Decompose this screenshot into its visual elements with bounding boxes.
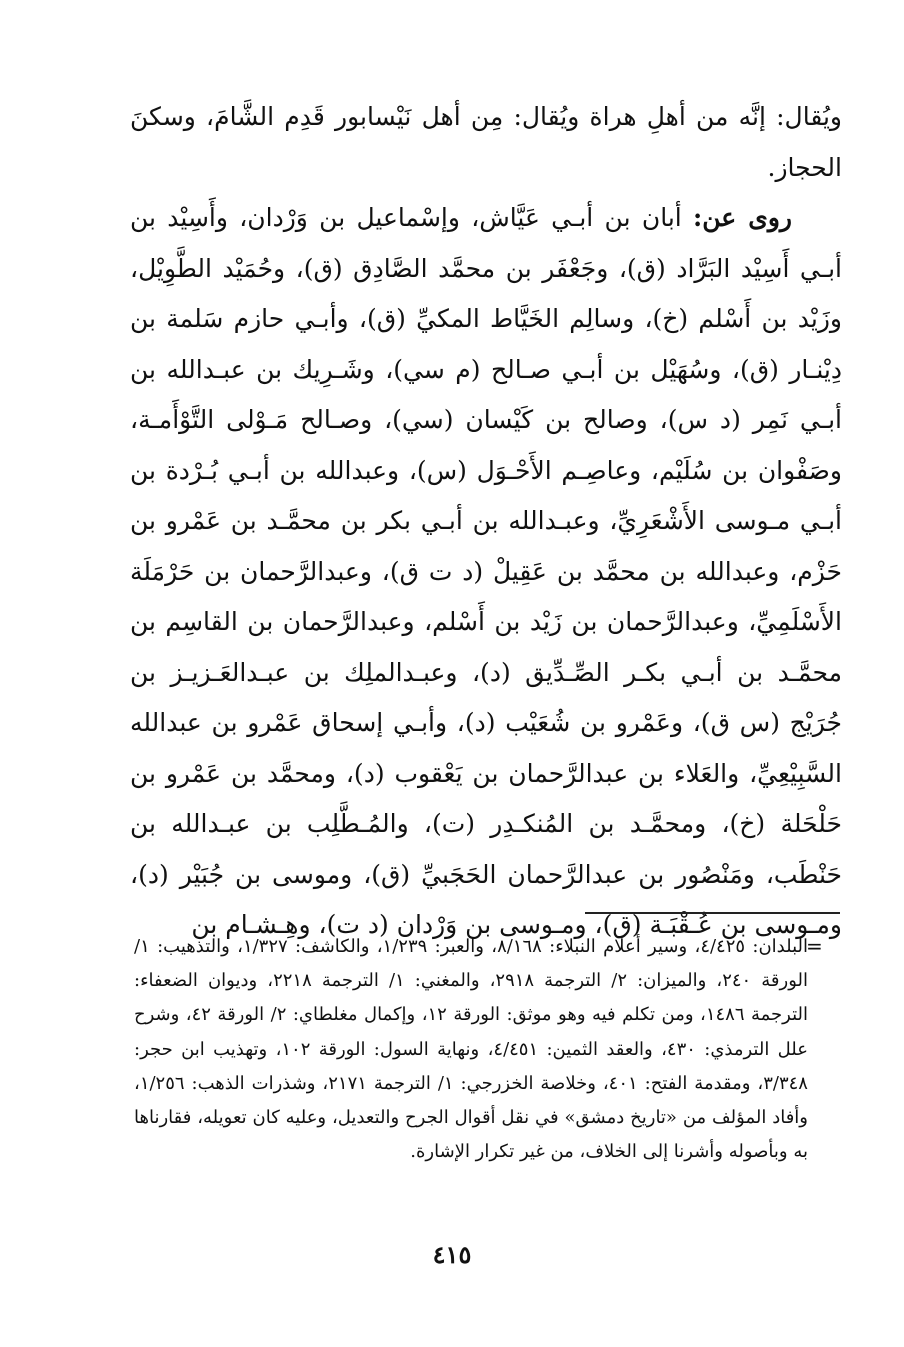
footnote-separator: [585, 912, 840, 914]
footnote-text: البلدان: ٤/٤٢٥، وسير أعلام النبلاء: ٨/١٦٨، والعبر: ١/٢٣٩، والكاشف: ١/٣٢٧، والتذهيب: ١/ الورقة ٢٤٠، والميزان: ٢/ الترجمة ٢٩١٨، والمغني: ١/ الترجمة ٢٢١٨، وديوان الضعفاء: الترجمة ١٤٨٦، ومن تكلم فيه وهو موثق: الورقة ١٢، وإكمال مغلطاي: ٢/ الورقة ٤٢، وشرح علل الترمذي: ٤٣٠، والعقد الثمين: ٤/٤٥١، ونهاية السول: الورقة ١٠٢، وتهذيب ابن حجر: ٣/٣٤٨، ومقدمة الفتح: ٤٠١، وخلاصة الخزرجي: ١/ الترجمة ٢١٧١، وشذرات الذهب: ١/٢٥٦، وأفاد المؤلف من «تاريخ دمشق» في نقل أقوال الجرح والتعديل، وعليه كان تعويله، فقارناها به وبأصوله وأشرنا إلى الخلاف، من غير تكرار الإشارة.: [134, 936, 809, 1163]
narrated-from-list: أبان بن أبـي عَيَّاش، وإسْماعيل بن وَرْدان، وأَسِيْد بن أبـي أَسِيْد البَرَّاد (ق)، وجَعْفَر بن محمَّد الصَّادِق (ق)، وحُمَيْد الطَّوِيْل، وزَيْد بن أَسْلم (خ)، وسالِم الخَيَّاط المكيِّ (ق)، وأبـي حازم سَلمة بن دِيْنـار (ق)، وسُهَيْل بن أبـي صـالح (م سي)، وشَـرِيك بن عبـدالله بن أبـي نَمِر (د س)، وصالح بن كَيْسان (سي)، وصـالح مَـوْلى التَّوْأَمـة، وصَفْوان بن سُلَيْم، وعاصِـم الأَحْـوَل (س)، وعبدالله بن أبـي بُـرْدة بن أبـي مـوسى الأَشْعَرِيِّ، وعبـدالله بن أبـي بكر بن محمَّـد بن عَمْرو بن حَزْم، وعبدالله بن محمَّد بن عَقِيلْ (د ت ق)، وعبدالرَّحمان بن حَرْمَلَة الأَسْلَمِيِّ، وعبدالرَّحمان بن زَيْد بن أَسْلم، وعبدالرَّحمان بن القاسِم بن محمَّـد بن أبـي بكـر الصِّـدِّيق (د)، وعبـدالملِك بن عبـدالعَـزيـز بن جُرَيْج (س ق)، وعَمْرو بن شُعَيْب (د)، وأبـي إسحاق عَمْرو بن عبدالله السَّبِيْعِيِّ، والعَلاء بن عبدالرَّحمان بن يَعْقوب (د)، ومحمَّد بن عَمْرو بن حَلْحَلة (خ)، ومحمَّـد بن المُنكـدِر (ت)، والمُـطَّلِب بن عبـدالله بن حَنْطَب، ومَنْصُور بن عبدالرَّحمان الحَجَبيِّ (ق)، وموسى بن جُبَيْر (د)، ومـوسى بن عُـقْبَـة (ق)، ومـوسى بن وَرْدان (د ت)، وهِـشـام بن: [130, 203, 842, 939]
main-text: [130, 92, 842, 951]
narrated-from-label: روى عن:: [693, 203, 792, 232]
paragraph-narrated-from: [130, 193, 842, 951]
page-number: ٤١٥: [432, 1240, 472, 1269]
paragraph-intro: ويُقال: إنَّه من أهلِ هراة ويُقال: مِن أهل نَيْسابور قَدِم الشَّامَ، وسكنَ الحجاز.: [130, 102, 842, 182]
footnote-continuation-marker: =: [806, 934, 823, 958]
